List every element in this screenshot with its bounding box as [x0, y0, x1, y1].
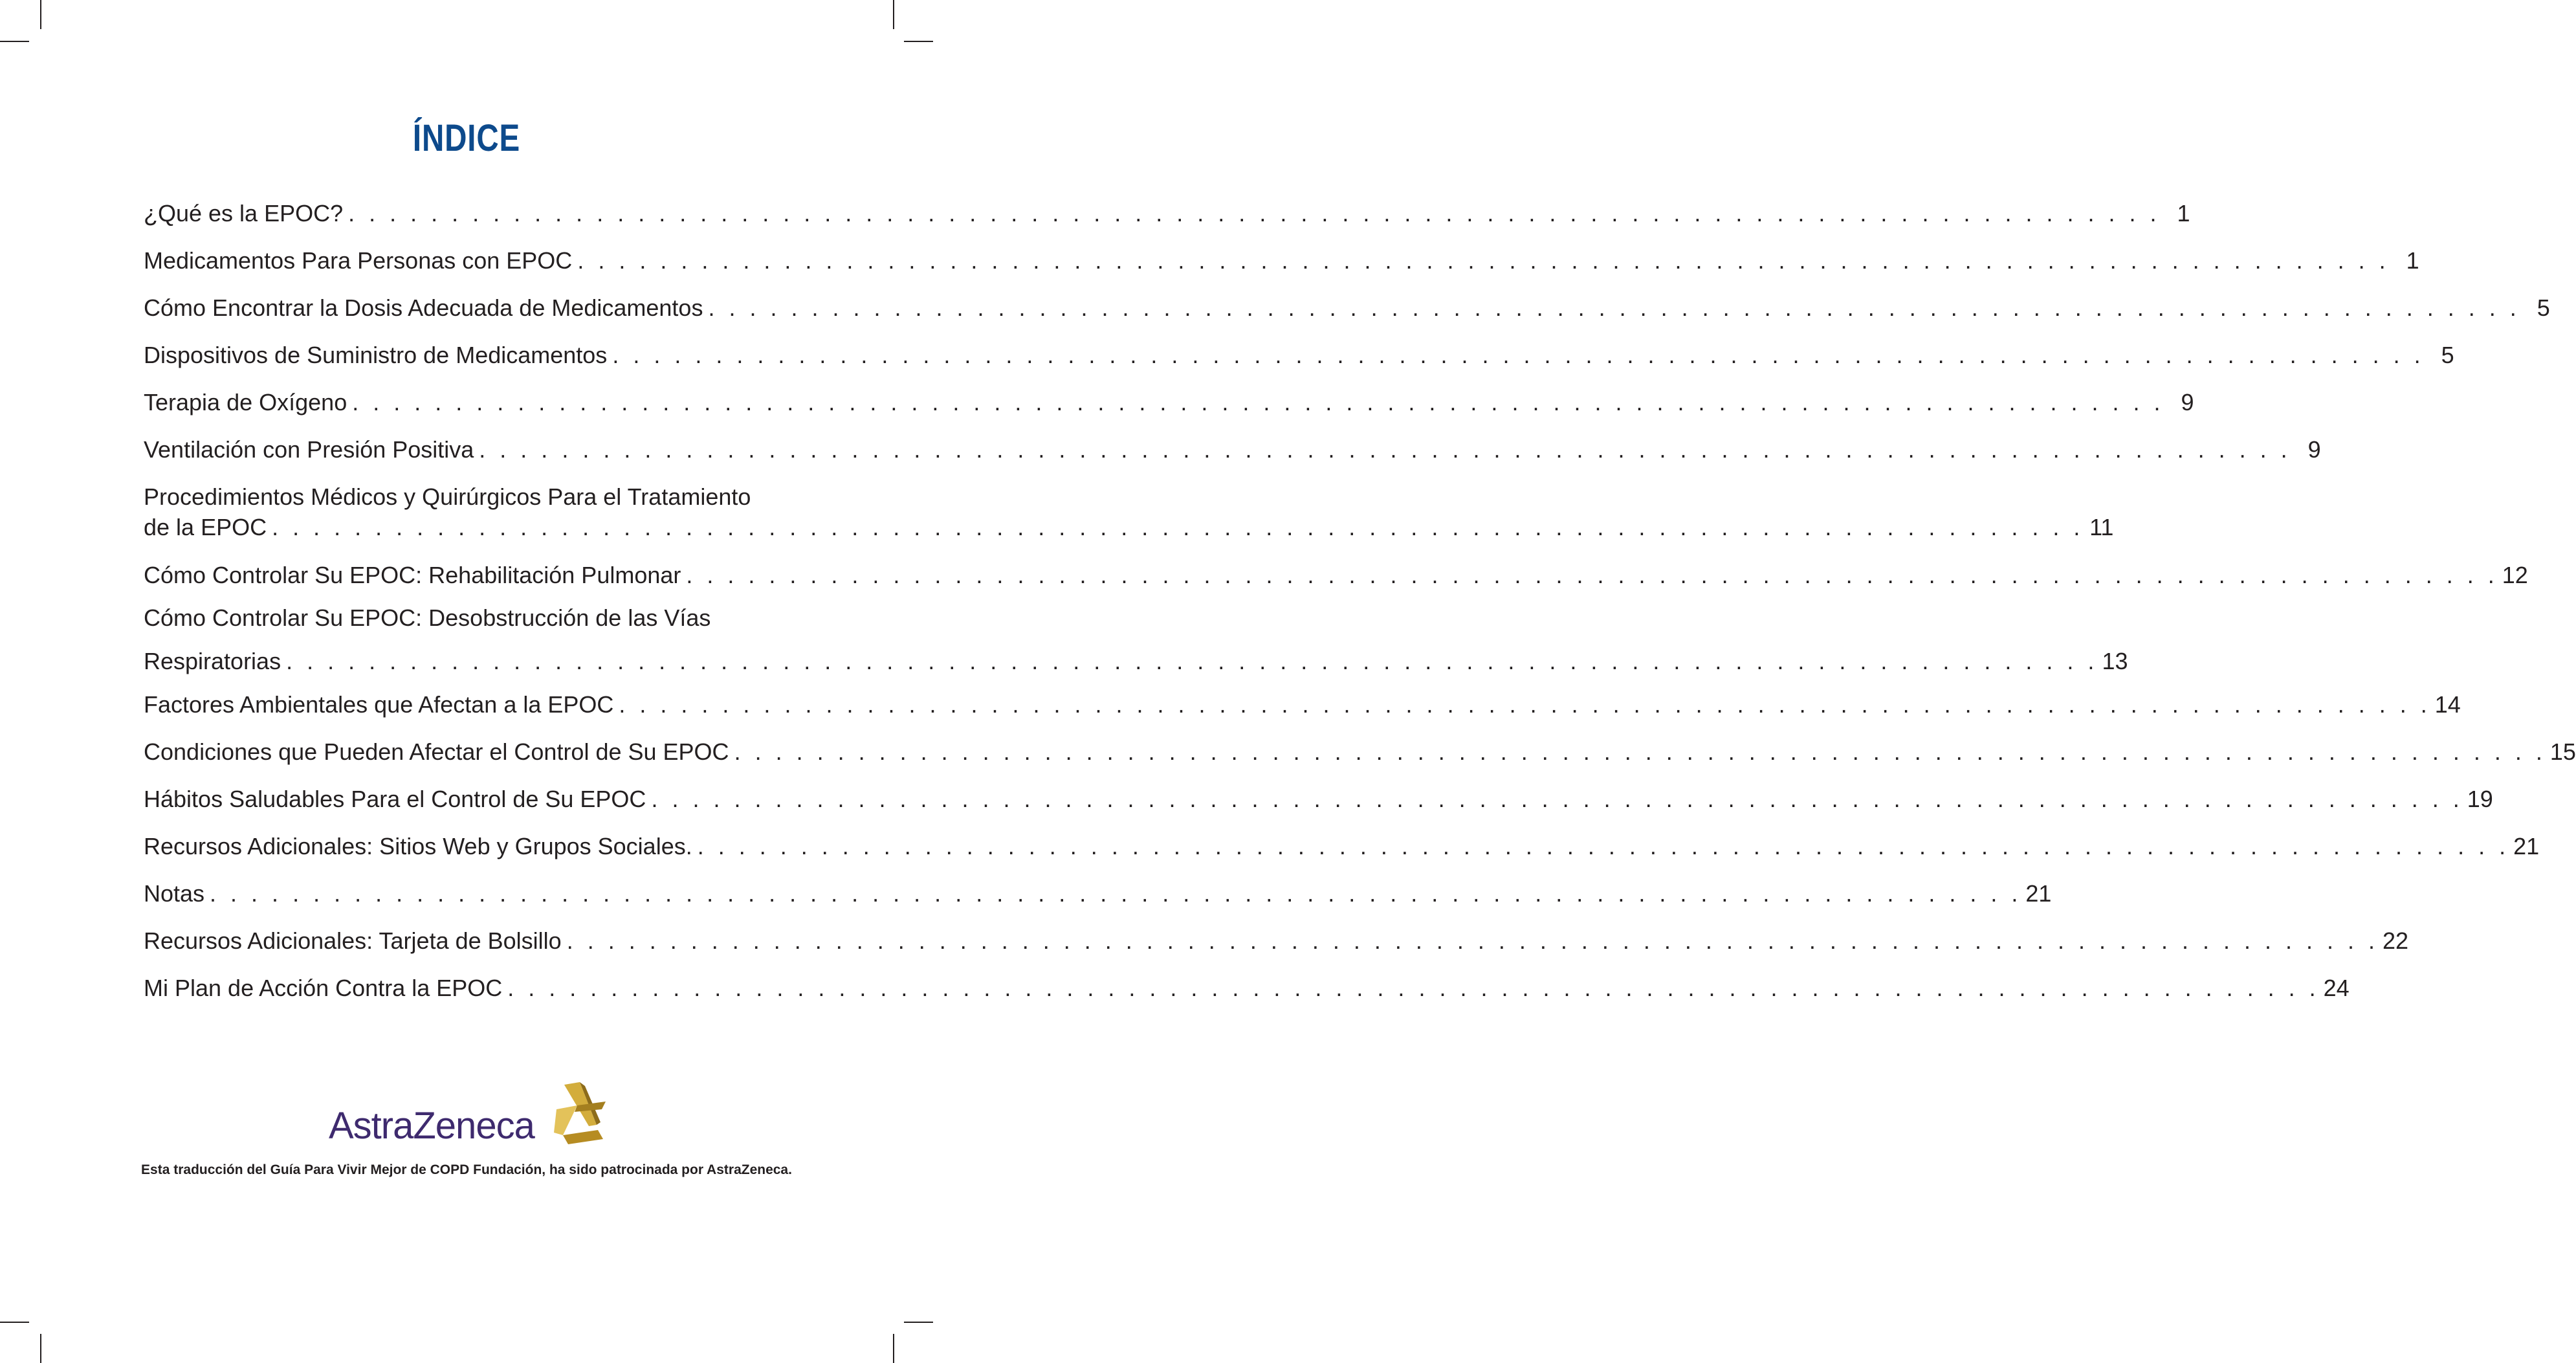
toc-entry-label: Medicamentos Para Personas con EPOC: [144, 247, 573, 274]
toc-page-number: 1: [2406, 247, 2419, 274]
toc-entry-label: Respiratorias: [144, 648, 281, 674]
toc-entry-label: Factores Ambientales que Afectan a la EPOC: [144, 691, 614, 718]
toc-entry[interactable]: [144, 733, 2576, 771]
toc-leader-dots: . . . . . . . . . . . . . . . . . . . . . . . . . . . . . . . . . . . . . . . . . . . . . . . . . . . . . . . . . . . . . . . . . . . . . . . . . . . . . . . . . . . . . . . .: [272, 514, 2084, 540]
toc-entry[interactable]: [144, 508, 2114, 547]
toc-page-number: 21: [2513, 833, 2540, 859]
toc-entry-label: Condiciones que Pueden Afectar el Control de Su EPOC: [144, 738, 729, 765]
toc-entry[interactable]: [144, 874, 2052, 913]
toc-entry[interactable]: [144, 642, 2128, 681]
toc-entry[interactable]: [144, 827, 2540, 866]
toc-entry[interactable]: [144, 969, 2350, 1008]
toc-entry-label: Cómo Controlar Su EPOC: Rehabilitación Pulmonar: [144, 562, 681, 588]
astrazeneca-logo: [329, 1080, 607, 1157]
toc-leader-dots: . . . . . . . . . . . . . . . . . . . . . . . . . . . . . . . . . . . . . . . . . . . . . . . . . . . . . . . . . . . . . . . . . . . . . . . . . . . . . . . . . . . . . . . .: [577, 247, 2390, 274]
toc-leader-dots: . . . . . . . . . . . . . . . . . . . . . . . . . . . . . . . . . . . . . . . . . . . . . . . . . . . . . . . . . . . . . . . . . . . . . . . . . . . . . . . . . . . . . . . .: [566, 927, 2379, 954]
toc-page-number: 13: [2102, 648, 2128, 674]
toc-entry[interactable]: [144, 922, 2409, 960]
crop-mark: [893, 1334, 894, 1363]
toc-page-number: 22: [2383, 927, 2409, 954]
toc-page-number: 5: [2441, 342, 2454, 368]
toc-entry-label: Cómo Encontrar la Dosis Adecuada de Medicamentos: [144, 294, 703, 321]
crop-mark: [904, 41, 933, 42]
crop-mark: [893, 0, 894, 29]
toc-entry-label: Recursos Adicionales: Tarjeta de Bolsillo: [144, 927, 562, 954]
toc-leader-dots: . . . . . . . . . . . . . . . . . . . . . . . . . . . . . . . . . . . . . . . . . . . . . . . . . . . . . . . . . . . . . . . . . . . . . . . . . . . . . . . . . . . . . . . .: [708, 294, 2520, 321]
toc-page-number: 9: [2181, 389, 2194, 416]
toc-page-number: 12: [2502, 562, 2528, 588]
toc-entry[interactable]: [144, 336, 2454, 375]
astrazeneca-mark-icon: [551, 1080, 607, 1151]
toc-entry[interactable]: [144, 194, 2190, 233]
toc-page-number: 21: [2025, 880, 2052, 907]
toc-entry-label: de la EPOC: [144, 514, 267, 540]
toc-leader-dots: . . . . . . . . . . . . . . . . . . . . . . . . . . . . . . . . . . . . . . . . . . . . . . . . . . . . . . . . . . . . . . . . . . . . . . . . . . . . . . . . . . . . . . . .: [507, 975, 2320, 1001]
toc-entry-label: Terapia de Oxígeno: [144, 389, 347, 416]
toc-entry-label: Recursos Adicionales: Sitios Web y Grupos Sociales.: [144, 833, 692, 859]
toc-entry-label: Notas: [144, 880, 205, 907]
toc-leader-dots: . . . . . . . . . . . . . . . . . . . . . . . . . . . . . . . . . . . . . . . . . . . . . . . . . . . . . . . . . . . . . . . . . . . . . . . . . . . . . . . . . . . . . . . .: [619, 691, 2431, 718]
toc-entry[interactable]: [144, 241, 2419, 280]
toc-leader-dots: . . . . . . . . . . . . . . . . . . . . . . . . . . . . . . . . . . . . . . . . . . . . . . . . . . . . . . . . . . . . . . . . . . . . . . . . . . . . . . . . . . . . . . . .: [210, 880, 2022, 907]
toc-leader-dots: . . . . . . . . . . . . . . . . . . . . . . . . . . . . . . . . . . . . . . . . . . . . . . . . . . . . . . . . . . . . . . . . . . . . . . . . . . . . . . . . . . . . . . . .: [612, 342, 2425, 368]
sponsor-note: Esta traducción del Guía Para Vivir Mejor de COPD Fundación, ha sido patrocinada por AstraZeneca.: [141, 1162, 792, 1177]
toc-leader-dots: . . . . . . . . . . . . . . . . . . . . . . . . . . . . . . . . . . . . . . . . . . . . . . . . . . . . . . . . . . . . . . . . . . . . . . . . . . . . . . . . . . . . . . . .: [734, 738, 2546, 765]
toc-page-number: 11: [2089, 514, 2114, 540]
toc-entry[interactable]: [144, 556, 2528, 595]
toc-entry[interactable]: [144, 289, 2550, 327]
toc-leader-dots: . . . . . . . . . . . . . . . . . . . . . . . . . . . . . . . . . . . . . . . . . . . . . . . . . . . . . . . . . . . . . . . . . . . . . . . . . . . . . . . . . . . . . . . .: [348, 200, 2161, 227]
toc-leader-dots: . . . . . . . . . . . . . . . . . . . . . . . . . . . . . . . . . . . . . . . . . . . . . . . . . . . . . . . . . . . . . . . . . . . . . . . . . . . . . . . . . . . . . . . .: [286, 648, 2098, 674]
toc-page-number: 1: [2177, 200, 2190, 227]
toc-leader-dots: . . . . . . . . . . . . . . . . . . . . . . . . . . . . . . . . . . . . . . . . . . . . . . . . . . . . . . . . . . . . . . . . . . . . . . . . . . . . . . . . . . . . . . . .: [479, 436, 2291, 463]
toc-page-number: 15: [2549, 738, 2576, 765]
toc-page-number: 5: [2537, 294, 2550, 321]
toc-entry-label: Cómo Controlar Su EPOC: Desobstrucción de las Vías: [144, 604, 711, 631]
crop-mark: [904, 1322, 933, 1323]
toc-entry-label: ¿Qué es la EPOC?: [144, 200, 344, 227]
toc-leader-dots: . . . . . . . . . . . . . . . . . . . . . . . . . . . . . . . . . . . . . . . . . . . . . . . . . . . . . . . . . . . . . . . . . . . . . . . . . . . . . . . . . . . . . . . .: [651, 786, 2463, 812]
logo-text: AstraZeneca: [329, 1105, 534, 1147]
toc-entry-label: Dispositivos de Suministro de Medicamentos: [144, 342, 608, 368]
crop-mark: [0, 1322, 29, 1323]
toc-leader-dots: . . . . . . . . . . . . . . . . . . . . . . . . . . . . . . . . . . . . . . . . . . . . . . . . . . . . . . . . . . . . . . . . . . . . . . . . . . . . . . . . . . . . . . . .: [686, 562, 2498, 588]
toc-entry[interactable]: [144, 383, 2194, 422]
toc-page-number: 24: [2323, 975, 2350, 1001]
toc-entry[interactable]: [144, 430, 2321, 469]
toc-page-number: 19: [2467, 786, 2493, 812]
toc-entry-label: Mi Plan de Acción Contra la EPOC: [144, 975, 503, 1001]
page-title: ÍNDICE: [412, 117, 521, 159]
crop-mark: [40, 1334, 41, 1363]
toc-entry[interactable]: [144, 780, 2493, 819]
toc-entry-label: Hábitos Saludables Para el Control de Su EPOC: [144, 786, 646, 812]
toc-entry-label: Ventilación con Presión Positiva: [144, 436, 474, 463]
toc-leader-dots: . . . . . . . . . . . . . . . . . . . . . . . . . . . . . . . . . . . . . . . . . . . . . . . . . . . . . . . . . . . . . . . . . . . . . . . . . . . . . . . . . . . . . . . .: [697, 833, 2510, 859]
toc-page-number: 9: [2307, 436, 2321, 463]
crop-mark: [0, 41, 29, 42]
toc-entry[interactable]: [144, 685, 2461, 724]
crop-mark: [40, 0, 41, 29]
toc-page-number: 14: [2434, 691, 2461, 718]
toc-leader-dots: . . . . . . . . . . . . . . . . . . . . . . . . . . . . . . . . . . . . . . . . . . . . . . . . . . . . . . . . . . . . . . . . . . . . . . . . . . . . . . . . . . . . . . . .: [352, 389, 2164, 416]
toc-entry-label: Procedimientos Médicos y Quirúrgicos Para el Tratamiento: [144, 483, 751, 510]
